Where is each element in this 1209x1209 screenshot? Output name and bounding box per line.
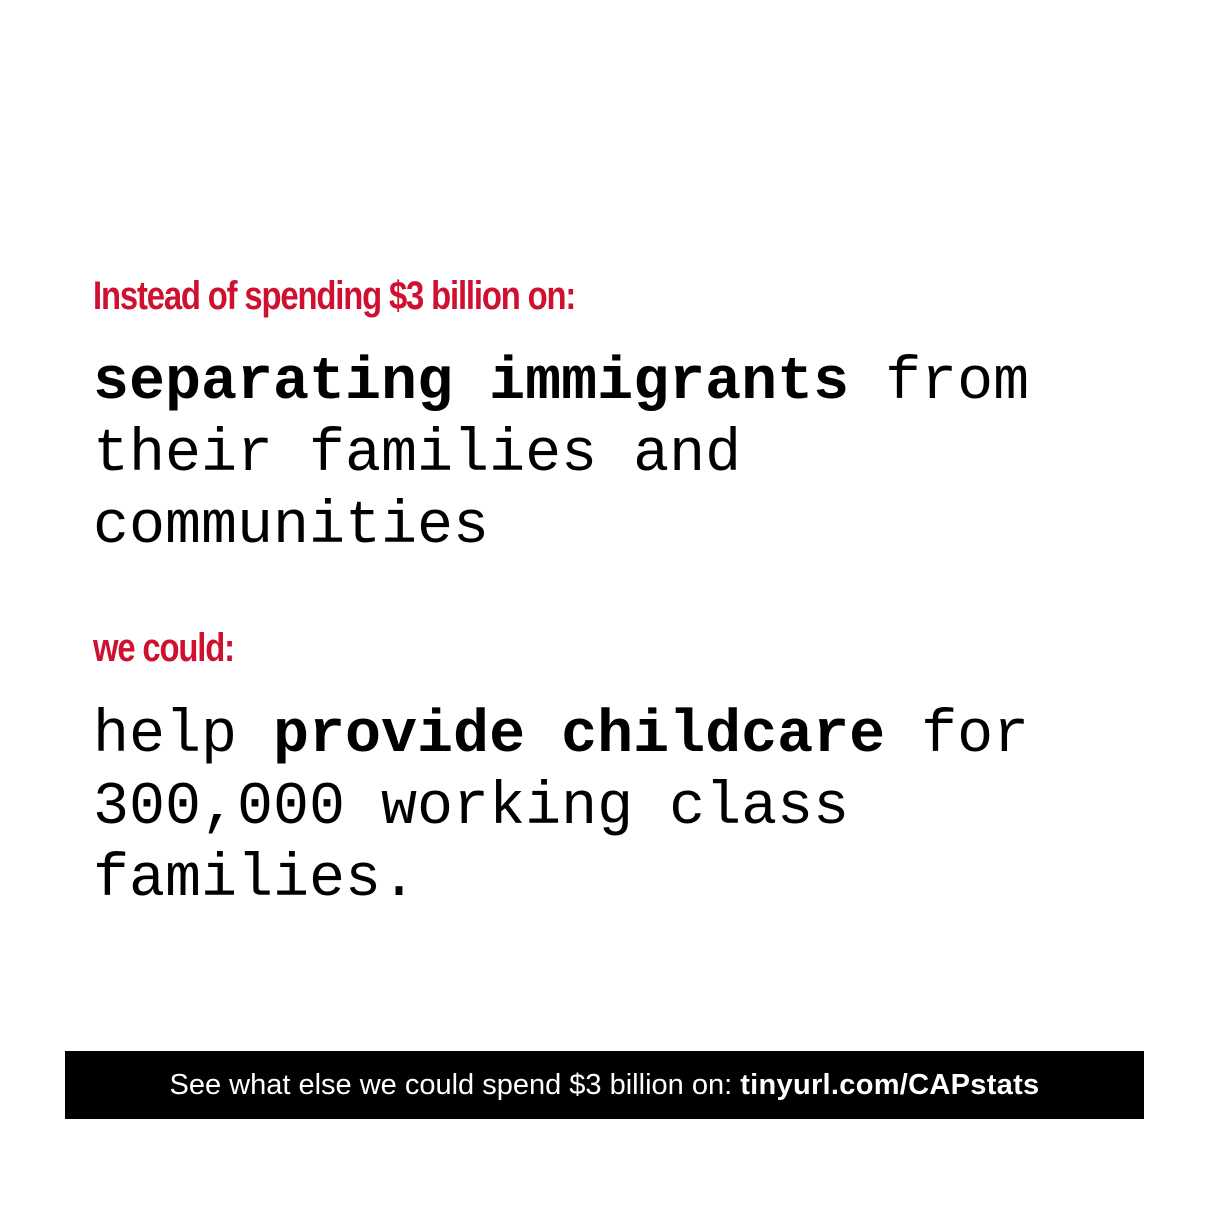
spending-description-rest: from their families and communities (93, 349, 1066, 561)
footer-text (169, 1069, 1039, 1102)
alternative-description-rest: for 300,000 working class families. (93, 702, 1066, 914)
footer-prompt: See what else we could spend $3 billion on: (169, 1068, 741, 1101)
spending-description (93, 347, 1093, 563)
heading-we-could: we could: (93, 626, 234, 670)
heading-instead-of-spending: Instead of spending $3 billion on: (93, 274, 576, 318)
alternative-description-start: help (93, 702, 274, 770)
spending-description-bold: separating immigrants (93, 349, 850, 417)
alternative-description-bold: provide childcare (273, 702, 886, 770)
footer-bar (65, 1051, 1144, 1119)
footer-link[interactable]: tinyurl.com/CAPstats (740, 1068, 1040, 1101)
alternative-description (93, 700, 1093, 916)
